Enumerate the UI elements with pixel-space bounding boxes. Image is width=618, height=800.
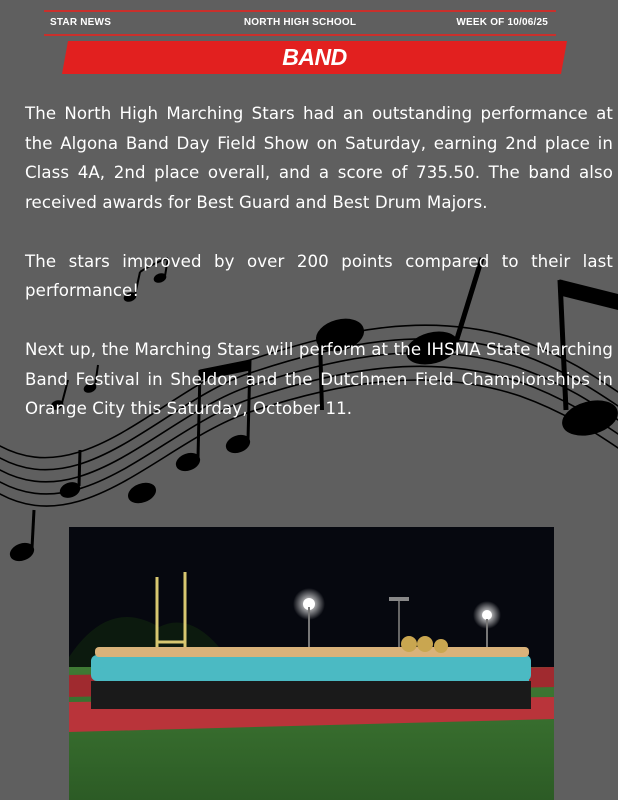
paragraph-next-up: Next up, the Marching Stars will perform at the IHSMA State Marching Band Festival in Sheldon and the Dutchmen Field Championships in Orange City this Saturday, October 11. bbox=[25, 340, 613, 418]
band-photo bbox=[69, 527, 554, 800]
newsletter-header bbox=[44, 10, 556, 36]
issue-week: WEEK OF 10/06/25 bbox=[456, 17, 548, 28]
section-title: BAND bbox=[282, 44, 347, 70]
article-body bbox=[25, 99, 613, 453]
paragraph-performance: The North High Marching Stars had an outstanding performance at the Algona Band Day Field Show on Saturday, earning 2nd place in Class 4A, 2nd place overall, and a score of 735.50. The band also received awards for Best Guard and Best Drum Majors. bbox=[25, 104, 613, 212]
header-top-rule bbox=[44, 10, 556, 12]
newsletter-name: STAR NEWS bbox=[50, 17, 112, 28]
school-name: NORTH HIGH SCHOOL bbox=[243, 17, 357, 28]
header-bottom-rule bbox=[44, 34, 556, 36]
paragraph-improvement: The stars improved by over 200 points compared to their last performance! bbox=[25, 251, 613, 300]
band-photo-illustration bbox=[69, 527, 554, 800]
